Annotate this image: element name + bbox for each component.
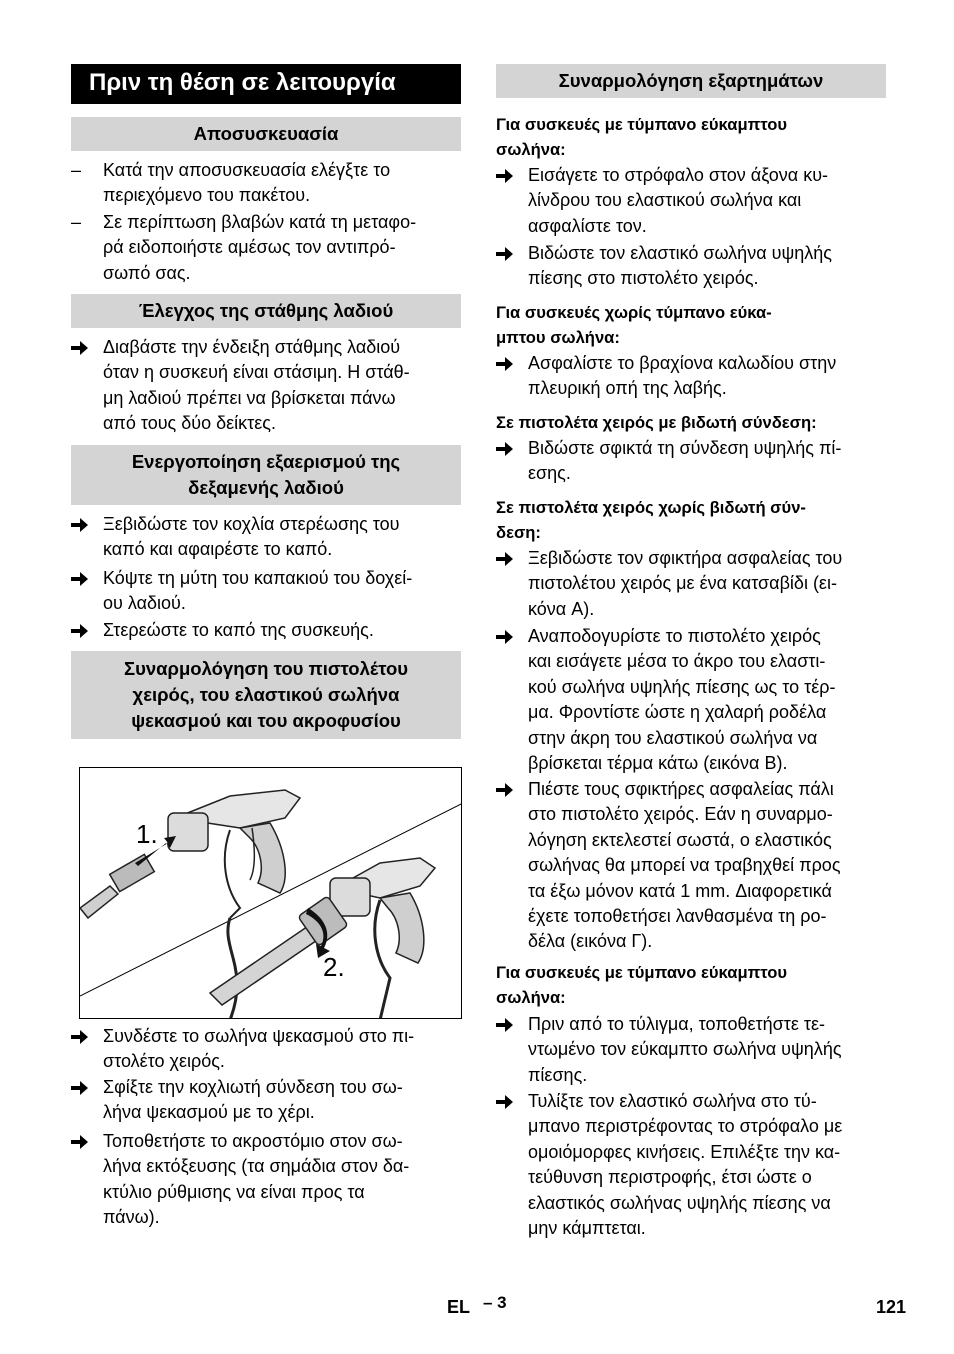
arrow-list-item — [71, 1024, 461, 1075]
text-line: μη λαδιού πρέπει να βρίσκεται πάνω — [103, 387, 396, 408]
text-line: Σε πιστολέτα χειρός με βιδωτή σύνδεση: — [496, 413, 817, 432]
item-text — [71, 1129, 461, 1231]
dash-list-item — [71, 158, 461, 209]
text-line: Τοποθετήστε το ακροστόμιο στον σω- — [103, 1131, 403, 1151]
item-text — [71, 1024, 461, 1075]
text-line: δεση: — [496, 523, 541, 542]
item-text — [496, 1012, 886, 1088]
item-text — [71, 210, 461, 286]
section-heading-oil-venting — [71, 445, 461, 505]
text-line: Ενεργοποίηση εξαερισμού της — [131, 451, 401, 472]
text-line: Ασφαλίστε το βραχίονα καλωδίου στην — [528, 353, 837, 373]
arrow-right-icon — [496, 777, 524, 805]
arrow-list-item — [71, 335, 461, 437]
subheading — [496, 112, 886, 162]
spray-gun-illustration — [80, 768, 462, 1019]
arrow-list-item — [496, 1012, 886, 1088]
subheading — [496, 960, 886, 1010]
text-line: ντωμένο τον εύκαμπτο σωλήνα υψηλής — [528, 1039, 842, 1060]
text-line: Σφίξτε την κοχλιωτή σύνδεση του σω- — [103, 1077, 403, 1097]
text-line: τεύθυνση περιστροφής, έτσι ώστε ο — [528, 1167, 812, 1188]
arrow-list-item — [496, 351, 886, 402]
text-line: ου λαδιού. — [103, 593, 186, 614]
text-line: Για συσκευές χωρίς τύμπανο εύκα- — [496, 303, 772, 322]
text-line: Συνδέστε το σωλήνα ψεκασμού στο πι- — [103, 1026, 415, 1046]
text-line: ελαστικός σωλήνας υψηλής πίεσης να — [528, 1192, 831, 1213]
arrow-list-item — [71, 1075, 461, 1126]
text-line: Πιέστε τους σφικτήρες ασφαλείας πάλι — [528, 779, 834, 799]
text-line: Ξεβιδώστε τον σφικτήρα ασφαλείας του — [528, 548, 843, 568]
arrow-list-item — [496, 1089, 886, 1241]
text-line: Συναρμολόγηση του πιστολέτου — [123, 658, 409, 679]
arrow-list-item — [496, 777, 886, 955]
step-1-label: 1. — [136, 819, 158, 849]
text-line: μην κάμπτεται. — [528, 1218, 646, 1239]
text-line: Ξεβιδώστε τον κοχλία στερέωσης του — [103, 514, 400, 534]
arrow-right-icon — [496, 1012, 524, 1040]
item-text — [496, 1089, 886, 1241]
section-heading-oil-venting-text — [132, 449, 400, 501]
item-text — [496, 546, 886, 622]
text-line: λήνα ψεκασμού με το χέρι. — [103, 1102, 315, 1123]
item-text — [496, 436, 886, 487]
section-heading-gun-assembly-text — [124, 656, 408, 734]
section-heading-unpacking-text: Αποσυσκευασία — [193, 123, 339, 144]
spray-gun-2 — [330, 858, 435, 1019]
text-line: περιεχόμενο του πακέτου. — [103, 185, 311, 206]
item-text — [71, 618, 461, 643]
item-text — [496, 241, 886, 292]
text-line: στο πιστολέτο χειρός. Εάν η συναρμο- — [528, 804, 833, 825]
subheading — [496, 495, 886, 545]
text-line: βρίσκεται τέρμα κάτω (εικόνα B). — [528, 753, 788, 774]
item-text — [71, 335, 461, 437]
text-line: Σε περίπτωση βλαβών κατά τη μεταφο- — [103, 212, 417, 232]
text-line: λόγηση εκτελεστεί σωστά, ο ελαστικός — [528, 829, 832, 850]
item-text — [71, 1075, 461, 1126]
footer-section-number: – 3 — [483, 1293, 507, 1312]
text-line: ομοιόμορφες κινήσεις. Επιλέξτε την κα- — [528, 1141, 841, 1162]
arrow-list-item — [71, 566, 461, 617]
arrow-right-icon — [71, 1024, 99, 1052]
arrow-list-item — [496, 163, 886, 239]
arrow-right-icon — [496, 351, 524, 379]
text-line: στολέτο χειρός. — [103, 1051, 225, 1072]
text-line: Για συσκευές με τύμπανο εύκαμπτου — [496, 115, 788, 134]
text-line: δεξαμενής λαδιού — [188, 477, 344, 498]
arrow-right-icon — [71, 566, 99, 594]
text-line: και εισάγετε μέσα το άκρο του ελαστι- — [528, 651, 826, 672]
subheading — [496, 410, 886, 435]
text-line: σωλήνα: — [496, 140, 566, 159]
text-line: Κόψτε τη μύτη του καπακιού του δοχεί- — [103, 568, 413, 588]
footer-language: EL — [447, 1297, 471, 1317]
text-line: Εισάγετε το στρόφαλο στον άξονα κυ- — [528, 165, 829, 185]
arrow-list-item — [496, 241, 886, 292]
text-line: μπτου σωλήνα: — [496, 328, 620, 347]
text-line: πάνω). — [103, 1207, 160, 1228]
arrow-right-icon — [71, 335, 99, 363]
text-line: ρά ειδοποιήστε αμέσως τον αντιπρό- — [103, 237, 396, 258]
arrow-right-icon — [496, 241, 524, 269]
text-line: πιστολέτου χειρός με ένα κατσαβίδι (ει- — [528, 573, 837, 594]
text-line: καπό και αφαιρέστε το καπό. — [103, 539, 333, 560]
item-text — [71, 158, 461, 209]
text-line: Τυλίξτε τον ελαστικό σωλήνα στο τύ- — [528, 1091, 817, 1111]
arrow-right-icon — [496, 163, 524, 191]
arrow-list-item — [496, 624, 886, 776]
step-2-label: 2. — [323, 952, 345, 982]
text-line: κού σωλήνα υψηλής πίεσης ως το τέρ- — [528, 676, 836, 697]
arrow-right-icon — [496, 624, 524, 652]
text-line: σωπό σας. — [103, 262, 191, 283]
subheading — [496, 300, 886, 350]
text-line: λήνα εκτόξευσης (τα σημάδια στον δα- — [103, 1156, 410, 1177]
arrow-list-item — [71, 512, 461, 563]
text-line: Για συσκευές με τύμπανο εύκαμπτου — [496, 963, 788, 982]
arrow-list-item — [496, 436, 886, 487]
arrow-right-icon — [496, 546, 524, 574]
text-line: σωλήνα: — [496, 988, 566, 1007]
section-heading-accessories-text: Συναρμολόγηση εξαρτημάτων — [558, 70, 824, 91]
text-line: Στερεώστε το καπό της συσκευής. — [103, 620, 374, 640]
section-heading-oil-check-text: Έλεγχος της στάθμης λαδιού — [138, 300, 394, 321]
dash-list-item — [71, 210, 461, 286]
arrow-right-icon — [71, 512, 99, 540]
section-heading-oil-check — [71, 294, 461, 328]
section-heading-accessories — [496, 64, 886, 98]
text-line: πίεσης στο πιστολέτο χειρός. — [528, 268, 759, 289]
text-line: Βιδώστε σφικτά τη σύνδεση υψηλής πί- — [528, 438, 842, 458]
dash-bullet: – — [71, 160, 82, 180]
section-heading-unpacking — [71, 117, 461, 151]
text-line: χειρός, του ελαστικού σωλήνα — [132, 684, 400, 705]
text-line: όταν η συσκευή είναι στάσιμη. Η στάθ- — [103, 362, 410, 383]
text-line: λίνδρου του ελαστικού σωλήνα και — [528, 190, 802, 211]
hose-1 — [80, 854, 154, 918]
text-line: από τους δύο δείκτες. — [103, 413, 276, 434]
text-line: Βιδώστε τον ελαστικό σωλήνα υψηλής — [528, 243, 832, 263]
text-line: Κατά την αποσυσκευασία ελέγξτε το — [103, 160, 391, 180]
arrow-list-item — [71, 618, 461, 643]
footer-page-number: 121 — [876, 1297, 907, 1317]
item-text — [496, 163, 886, 239]
text-line: στην άκρη του ελαστικού σωλήνα να — [528, 727, 818, 748]
text-line: κτύλιο ρύθμισης να είναι προς τα — [103, 1181, 365, 1202]
arrow-right-icon — [71, 1129, 99, 1157]
arrow-list-item — [71, 1129, 461, 1231]
item-text — [496, 777, 886, 955]
text-line: μα. Φροντίστε ώστε η χαλαρή ροδέλα — [528, 702, 827, 723]
assembly-figure — [79, 767, 462, 1019]
text-line: εσης. — [528, 463, 571, 484]
arrow-right-icon — [496, 1089, 524, 1117]
text-line: τα έξω μόνον κατά 1 mm. Διαφορετικά — [528, 880, 832, 901]
arrow-right-icon — [71, 618, 99, 646]
arrow-list-item — [496, 546, 886, 622]
text-line: έχετε τοποθετήσει λανθασμένα τη ρο- — [528, 906, 827, 927]
arrow-right-icon — [496, 436, 524, 464]
item-text — [496, 624, 886, 776]
text-line: πίεσης. — [528, 1064, 588, 1085]
text-line: σωλήνας θα μπορεί να τραβηχθεί προς — [528, 855, 841, 876]
text-line: πλευρική οπή της λαβής. — [528, 378, 727, 399]
item-text — [71, 566, 461, 617]
text-line: ασφαλίστε τον. — [528, 215, 647, 236]
text-line: κόνα A). — [528, 598, 595, 619]
text-line: μπανο περιστρέφοντας το στρόφαλο με — [528, 1116, 843, 1137]
text-line: Διαβάστε την ένδειξη στάθμης λαδιού — [103, 337, 401, 357]
item-text — [71, 512, 461, 563]
text-line: δέλα (εικόνα Γ). — [528, 931, 653, 952]
text-line: ψεκασμού και του ακροφυσίου — [131, 710, 401, 731]
page-title: Πριν τη θέση σε λειτουργία — [71, 64, 461, 104]
text-line: Αναποδογυρίστε το πιστολέτο χειρός — [528, 626, 821, 646]
item-text — [496, 351, 886, 402]
arrow-right-icon — [71, 1075, 99, 1103]
text-line: Πριν από το τύλιγμα, τοποθετήστε τε- — [528, 1014, 825, 1034]
text-line: Σε πιστολέτα χειρός χωρίς βιδωτή σύν- — [496, 498, 806, 517]
section-heading-gun-assembly — [71, 651, 461, 739]
dash-bullet: – — [71, 212, 82, 232]
